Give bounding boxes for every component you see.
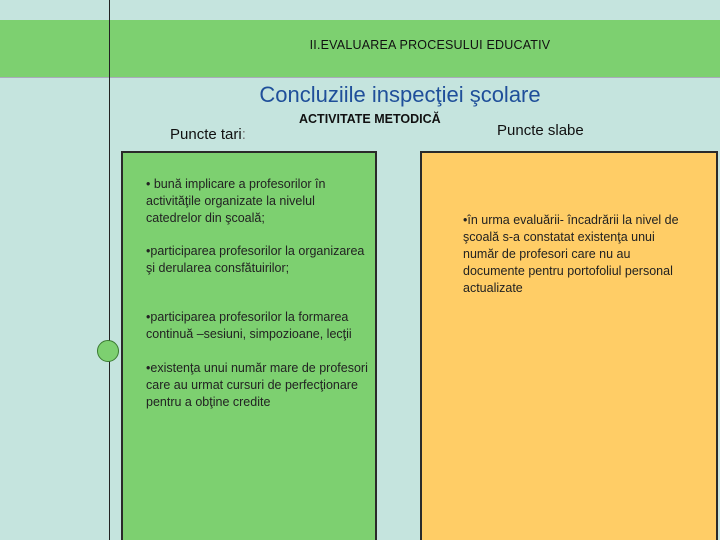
- top-strip: [0, 0, 720, 20]
- vertical-divider: [109, 0, 110, 540]
- strength-item: • bună implicare a profesorilor în activităţile organizate la nivelul catedrelor din şcoală;: [146, 177, 326, 225]
- strengths-colon: :: [241, 126, 246, 143]
- header-title: II.EVALUAREA PROCESULUI EDUCATIV: [309, 38, 551, 52]
- section-label: ACTIVITATE METODICĂ: [299, 112, 441, 126]
- header-divider: [0, 77, 720, 78]
- decorative-circle-icon: [97, 340, 119, 362]
- page-title: Concluziile inspecţiei şcolare: [259, 82, 541, 107]
- strength-item: •existenţa unui număr mare de profesori care au urmat cursuri de perfecţionare pentru a obţine credite: [146, 361, 368, 409]
- strengths-label: Puncte tari: [170, 126, 242, 143]
- weaknesses-panel: [420, 151, 718, 540]
- strength-item: •participarea profesorilor la organizarea şi derularea consfătuirilor;: [146, 244, 365, 275]
- strength-item: •participarea profesorilor la formarea continuă –sesiuni, simpozioane, lecţii: [146, 310, 352, 341]
- weaknesses-heading: Puncte slabe: [497, 122, 584, 139]
- strengths-heading: [170, 126, 246, 143]
- weakness-item: •în urma evaluării- încadrării la nivel de şcoală s-a constatat existenţa unui număr de profesori care nu au documente pentru portofoliul personal actualizate: [463, 213, 679, 295]
